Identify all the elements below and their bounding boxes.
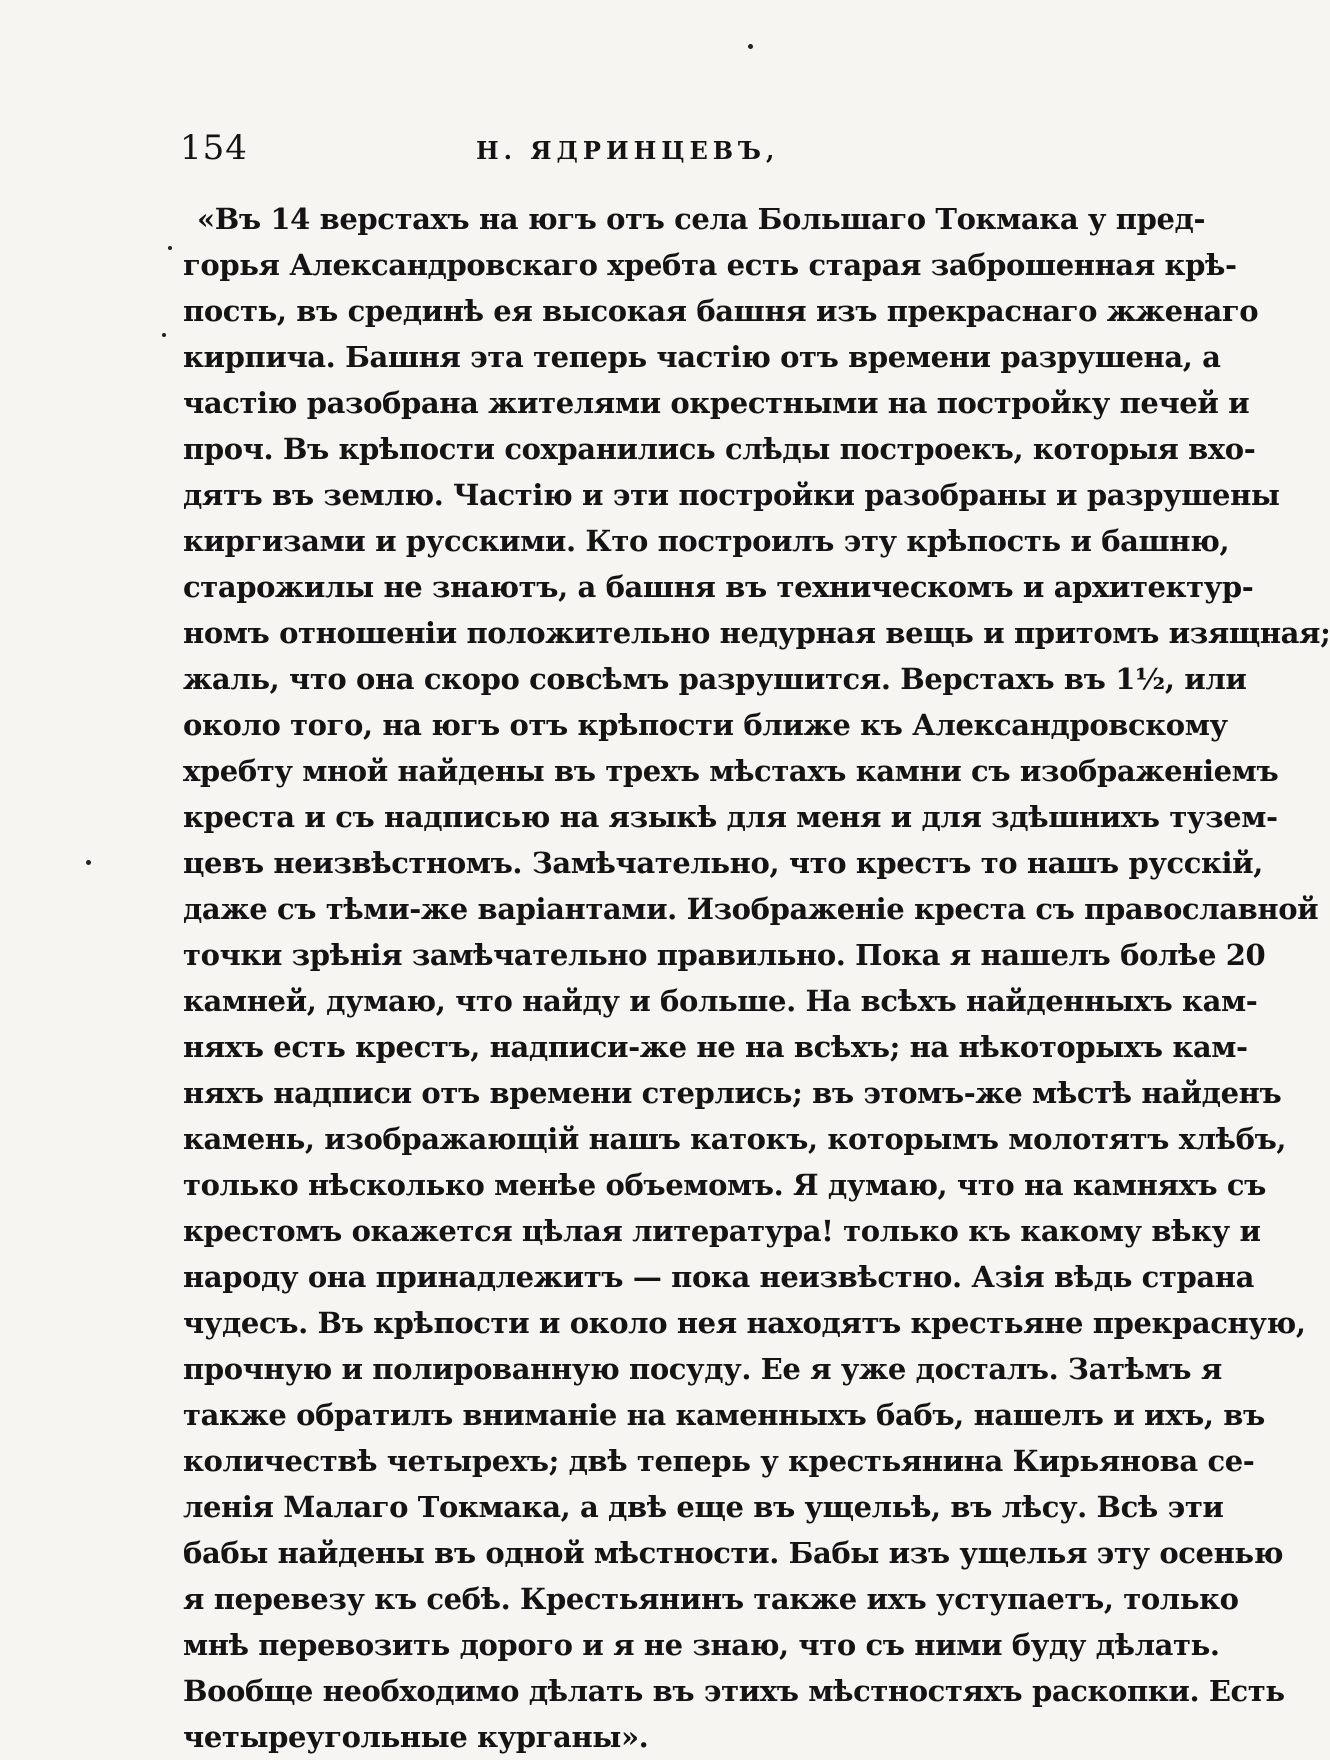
scan-speck (86, 860, 91, 865)
scan-speck (162, 333, 166, 337)
text-line: мнѣ перевозить дорого и я не знаю, что съ ними буду дѣлать. (183, 1628, 1220, 1662)
text-line: камней, думаю, что найду и больше. На всѣхъ найденныхъ кам- (183, 984, 1258, 1018)
text-line: номъ отношеніи положительно недурная вещь и притомъ изящная; (183, 616, 1330, 650)
text-line: чудесъ. Въ крѣпости и около нея находятъ крестьяне прекрасную, (183, 1306, 1306, 1340)
text-line: я перевезу къ себѣ. Крестьянинъ также ихъ уступаетъ, только (183, 1582, 1239, 1616)
text-line: прочную и полированную посуду. Ее я уже досталъ. Затѣмъ я (183, 1352, 1222, 1386)
text-line: кирпича. Башня эта теперь частію отъ времени разрушена, а (183, 340, 1221, 374)
text-line: также обратилъ вниманіе на каменныхъ бабъ, нашелъ и ихъ, въ (183, 1398, 1265, 1432)
text-line: киргизами и русскими. Кто построилъ эту крѣпость и башню, (183, 524, 1230, 558)
text-line: Вообще необходимо дѣлать въ этихъ мѣстностяхъ раскопки. Есть (183, 1674, 1285, 1708)
text-line: крестомъ окажется цѣлая литература! только къ какому вѣку и (183, 1214, 1261, 1248)
text-line: няхъ надписи отъ времени стерлись; въ этомъ-же мѣстѣ найденъ (183, 1076, 1282, 1110)
text-line: креста и съ надписью на языкѣ для меня и для здѣшнихъ тузем- (183, 800, 1278, 834)
text-line: даже съ тѣми-же варіантами. Изображеніе креста съ православной (183, 892, 1319, 926)
text-line: старожилы не знаютъ, а башня въ техническомъ и архитектур- (183, 570, 1254, 604)
text-line: бабы найдены въ одной мѣстности. Бабы изъ ущелья эту осенью (183, 1536, 1284, 1570)
text-line: проч. Въ крѣпости сохранились слѣды построекъ, которыя вхо- (183, 432, 1256, 466)
running-head: Н. ЯДРИНЦЕВЪ, (476, 136, 780, 165)
text-line: частію разобрана жителями окрестными на постройку печей и (183, 386, 1250, 420)
scan-speck (748, 44, 753, 49)
scan-speck (168, 246, 172, 250)
text-line: точки зрѣнія замѣчательно правильно. Пока я нашелъ болѣе 20 (183, 938, 1266, 972)
text-line: количествѣ четырехъ; двѣ теперь у крестьянина Кирьянова се- (183, 1444, 1255, 1478)
text-line: ленія Малаго Токмака, а двѣ еще въ ущельѣ, въ лѣсу. Всѣ эти (183, 1490, 1224, 1524)
text-line: камень, изображающій нашъ катокъ, которымъ молотятъ хлѣбъ, (183, 1122, 1287, 1156)
text-line: горья Александровскаго хребта есть старая заброшенная крѣ- (183, 248, 1237, 282)
text-line: пость, въ срединѣ ея высокая башня изъ прекраснаго жженаго (183, 294, 1259, 328)
text-line: народу она принадлежитъ — пока неизвѣстно. Азія вѣдь страна (183, 1260, 1254, 1294)
text-line: «Въ 14 верстахъ на югъ отъ села Большаго Токмака у пред- (197, 202, 1206, 236)
page-header (180, 128, 1030, 178)
text-line: четыреугольные курганы». (183, 1720, 649, 1754)
text-line: около того, на югъ отъ крѣпости ближе къ Александровскому (183, 708, 1228, 742)
text-line: дятъ въ землю. Частію и эти постройки разобраны и разрушены (183, 478, 1280, 512)
body-text (183, 196, 1330, 1760)
page-number: 154 (180, 128, 248, 168)
text-line: няхъ есть крестъ, надписи-же не на всѣхъ; на нѣкоторыхъ кам- (183, 1030, 1248, 1064)
text-line: жаль, что она скоро совсѣмъ разрушится. Верстахъ въ 1½, или (183, 662, 1247, 696)
text-line: цевъ неизвѣстномъ. Замѣчательно, что крестъ то нашъ русскій, (183, 846, 1263, 880)
text-line: хребту мной найдены въ трехъ мѣстахъ камни съ изображеніемъ (183, 754, 1279, 788)
text-line: только нѣсколько менѣе объемомъ. Я думаю, что на камняхъ съ (183, 1168, 1266, 1202)
